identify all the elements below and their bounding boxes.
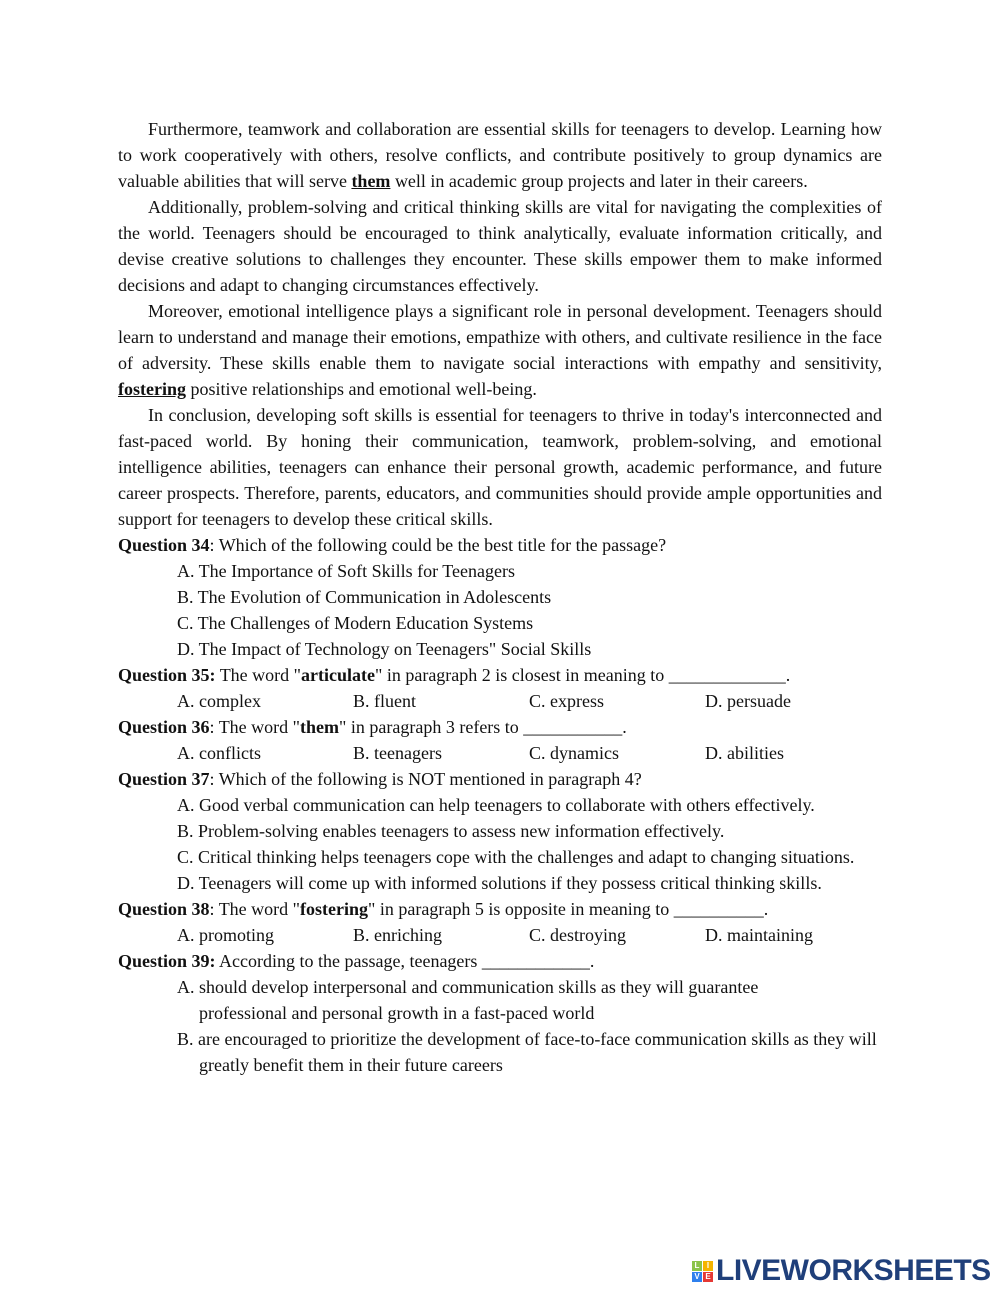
option[interactable]: A. complex — [177, 691, 261, 711]
logo-tile: V — [692, 1272, 702, 1282]
options-row — [118, 740, 882, 766]
question-label: Question 37 — [118, 769, 210, 789]
option[interactable]: D. persuade — [705, 691, 791, 711]
question-36 — [118, 714, 882, 740]
question-34 — [118, 532, 882, 558]
option[interactable]: A. The Importance of Soft Skills for Teenagers — [177, 561, 515, 581]
question-39 — [118, 948, 882, 974]
option[interactable]: A. conflicts — [177, 743, 261, 763]
liveworksheets-logo — [692, 1254, 991, 1288]
question-37 — [118, 766, 882, 792]
keyword: fostering — [300, 899, 369, 919]
paragraph-3 — [118, 116, 882, 194]
logo-tile: I — [703, 1261, 713, 1271]
options-row — [118, 688, 882, 714]
question-38 — [118, 896, 882, 922]
option[interactable]: B. are encouraged to prioritize the development of face-to-face communication skills as they will greatly benefit them in their future careers — [177, 1029, 877, 1075]
question-label: Question 36 — [118, 717, 210, 737]
highlighted-word: them — [351, 171, 391, 191]
logo-tile: L — [692, 1261, 702, 1271]
question-label: Question 35: — [118, 665, 216, 685]
question-label: Question 38 — [118, 899, 210, 919]
option[interactable]: C. dynamics — [529, 743, 619, 763]
option[interactable]: A. Good verbal communication can help teenagers to collaborate with others effectively. — [177, 795, 815, 815]
text: Additionally, problem-solving and critical thinking skills are vital for navigating the complexities of the world. Teenagers should be encouraged to think analytically, evaluate information critically, and devise creative solutions to challenges they encounter. These skills empower them to make informed decisions and adapt to changing circumstances effectively. — [118, 197, 882, 295]
text: " in paragraph 3 refers to ___________. — [339, 717, 627, 737]
option[interactable]: C. Critical thinking helps teenagers cope with the challenges and adapt to changing situations. — [177, 847, 855, 867]
text: Moreover, emotional intelligence plays a significant role in personal development. Teenagers should learn to understand and manage their emotions, empathize with others, and cultivate resilience in the face of adversity. These skills enable them to navigate social interactions with empathy and sensitivity, — [118, 301, 882, 373]
option[interactable]: B. fluent — [353, 691, 416, 711]
document-content — [118, 116, 882, 1078]
option[interactable]: C. express — [529, 691, 604, 711]
question-35 — [118, 662, 882, 688]
text: The word " — [215, 665, 302, 685]
text: Furthermore, teamwork and collaboration are essential skills for teenagers to develop. Learning how to work cooperatively with others, resolve conflicts, and contribute positively to group dynamics are valuable abilities that will serve — [118, 119, 882, 191]
keyword: them — [300, 717, 340, 737]
option[interactable]: C. destroying — [529, 925, 626, 945]
text: " in paragraph 5 is opposite in meaning to __________. — [368, 899, 769, 919]
keyword: articulate — [301, 665, 375, 685]
option[interactable]: B. teenagers — [353, 743, 442, 763]
question-text: : Which of the following could be the best title for the passage? — [209, 535, 667, 555]
option[interactable]: D. Teenagers will come up with informed solutions if they possess critical thinking skills. — [177, 873, 822, 893]
question-text: According to the passage, teenagers ____________. — [215, 951, 595, 971]
text: positive relationships and emotional well-being. — [185, 379, 537, 399]
text: : The word " — [209, 899, 301, 919]
logo-text: LIVEWORKSHEETS — [716, 1254, 991, 1287]
text: In conclusion, developing soft skills is essential for teenagers to thrive in today's interconnected and fast-paced world. By honing their communication, teamwork, problem-solving, and emotional intelligence abilities, teenagers can enhance their personal growth, academic performance, and future career prospects. Therefore, parents, educators, and communities should provide ample opportunities and support for teenagers to develop these critical skills. — [118, 405, 882, 529]
option[interactable]: D. maintaining — [705, 925, 813, 945]
paragraph-6 — [118, 402, 882, 532]
paragraph-4 — [118, 194, 882, 298]
text: well in academic group projects and later in their careers. — [390, 171, 808, 191]
option[interactable]: D. The Impact of Technology on Teenagers" Social Skills — [177, 639, 592, 659]
option[interactable]: A. promoting — [177, 925, 274, 945]
question-text: : Which of the following is NOT mentioned in paragraph 4? — [209, 769, 642, 789]
option[interactable]: B. enriching — [353, 925, 442, 945]
logo-tiles-icon — [692, 1261, 713, 1282]
text: " in paragraph 2 is closest in meaning to _____________. — [374, 665, 791, 685]
option[interactable]: C. The Challenges of Modern Education Systems — [177, 613, 534, 633]
question-label: Question 39: — [118, 951, 216, 971]
highlighted-word: fostering — [118, 379, 186, 399]
option[interactable]: A. should develop interpersonal and communication skills as they will guarantee professional and personal growth in a fast-paced world — [177, 977, 759, 1023]
options-row — [118, 922, 882, 948]
paragraph-5 — [118, 298, 882, 402]
option[interactable]: B. The Evolution of Communication in Adolescents — [177, 587, 552, 607]
option[interactable]: B. Problem-solving enables teenagers to assess new information effectively. — [177, 821, 725, 841]
question-label: Question 34 — [118, 535, 210, 555]
option[interactable]: D. abilities — [705, 743, 784, 763]
text: : The word " — [209, 717, 301, 737]
logo-tile: E — [703, 1272, 713, 1282]
